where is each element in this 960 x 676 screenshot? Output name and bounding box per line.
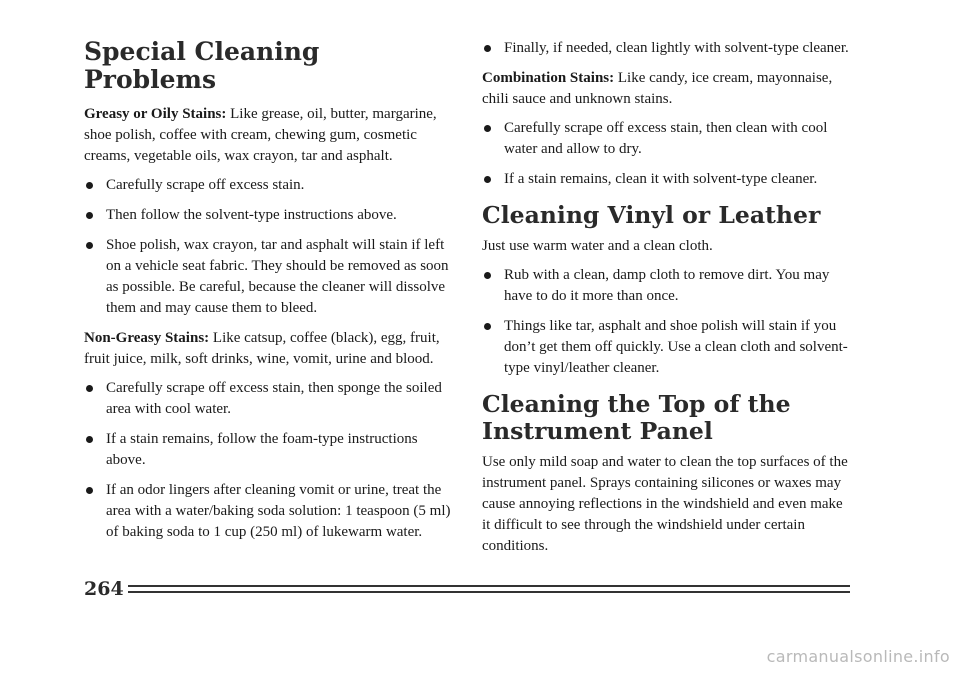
footer-rule-top bbox=[128, 585, 850, 587]
list-item: Shoe polish, wax crayon, tar and asphalt will stain if left on a vehicle seat fabric. They should be removed as soon as possible. Be careful, because the cleaner will dissolve them and may cause them to bleed. bbox=[84, 235, 456, 319]
list-item: Things like tar, asphalt and shoe polish will stain if you don’t get them off quickly. Use a clean cloth and solvent-type vinyl/leather cleaner. bbox=[482, 316, 854, 379]
bullet-icon bbox=[484, 272, 491, 279]
bullet-icon bbox=[484, 323, 491, 330]
solvent-continuation-list bbox=[482, 38, 854, 59]
nongreasy-stains-list bbox=[84, 378, 456, 543]
list-item: If a stain remains, follow the foam-type instructions above. bbox=[84, 429, 456, 471]
list-item: If a stain remains, clean it with solvent-type cleaner. bbox=[482, 169, 854, 190]
list-item: Carefully scrape off excess stain. bbox=[84, 175, 456, 196]
list-item: Carefully scrape off excess stain, then clean with cool water and allow to dry. bbox=[482, 118, 854, 160]
combination-stains-lead: Combination Stains: bbox=[482, 70, 615, 86]
greasy-stains-paragraph bbox=[84, 104, 456, 167]
instrument-panel-heading: Cleaning the Top of the Instrument Panel bbox=[482, 390, 791, 445]
list-item: If an odor lingers after cleaning vomit or urine, treat the area with a water/baking soda solution: 1 teaspoon (5 ml) of baking soda to 1 cup (250 ml) of lukewarm water. bbox=[84, 480, 456, 543]
list-item: Rub with a clean, damp cloth to remove dirt. You may have to do it more than once. bbox=[482, 265, 854, 307]
bullet-icon bbox=[86, 385, 93, 392]
watermark: carmanualsonline.info bbox=[766, 647, 950, 666]
list-item: Finally, if needed, clean lightly with solvent-type cleaner. bbox=[482, 38, 854, 59]
page-number: 264 bbox=[84, 578, 124, 600]
bullet-icon bbox=[86, 436, 93, 443]
footer-rule-bottom bbox=[128, 591, 850, 593]
vinyl-leather-heading: Cleaning Vinyl or Leather bbox=[482, 201, 821, 229]
vinyl-leather-intro: Just use warm water and a clean cloth. bbox=[482, 238, 713, 255]
nongreasy-stains-paragraph bbox=[84, 328, 456, 370]
vinyl-leather-list bbox=[482, 265, 854, 379]
bullet-icon bbox=[86, 182, 93, 189]
greasy-stains-list bbox=[84, 175, 456, 319]
instrument-panel-paragraph: Use only mild soap and water to clean the top surfaces of the instrument panel. Sprays containing silicones or waxes may cause annoying reflections in the windshield and even make it difficult to see through the windshield under certain conditions. bbox=[482, 453, 848, 554]
combination-stains-list bbox=[482, 118, 854, 190]
bullet-icon bbox=[86, 212, 93, 219]
nongreasy-stains-lead: Non-Greasy Stains: bbox=[84, 330, 210, 346]
bullet-icon bbox=[86, 242, 93, 249]
bullet-icon bbox=[484, 125, 491, 132]
combination-stains-text: Like candy, ice cream, mayonnaise, chili sauce and unknown stains. bbox=[482, 70, 833, 107]
bullet-icon bbox=[484, 45, 491, 52]
greasy-stains-text: Like grease, oil, butter, margarine, shoe polish, coffee with cream, chewing gum, cosmetic creams, vegetable oils, wax crayon, tar and asphalt. bbox=[84, 106, 437, 164]
list-item: Then follow the solvent-type instructions above. bbox=[84, 205, 456, 226]
right-column bbox=[482, 38, 854, 565]
bullet-icon bbox=[484, 176, 491, 183]
left-column bbox=[84, 38, 456, 552]
bullet-icon bbox=[86, 487, 93, 494]
combination-stains-paragraph bbox=[482, 68, 854, 110]
list-item: Carefully scrape off excess stain, then sponge the soiled area with cool water. bbox=[84, 378, 456, 420]
nongreasy-stains-text: Like catsup, coffee (black), egg, fruit, fruit juice, milk, soft drinks, wine, vomit, urine and blood. bbox=[84, 330, 440, 367]
page-title: Special Cleaning Problems bbox=[84, 37, 320, 94]
page-footer bbox=[84, 578, 850, 602]
greasy-stains-lead: Greasy or Oily Stains: bbox=[84, 106, 227, 122]
